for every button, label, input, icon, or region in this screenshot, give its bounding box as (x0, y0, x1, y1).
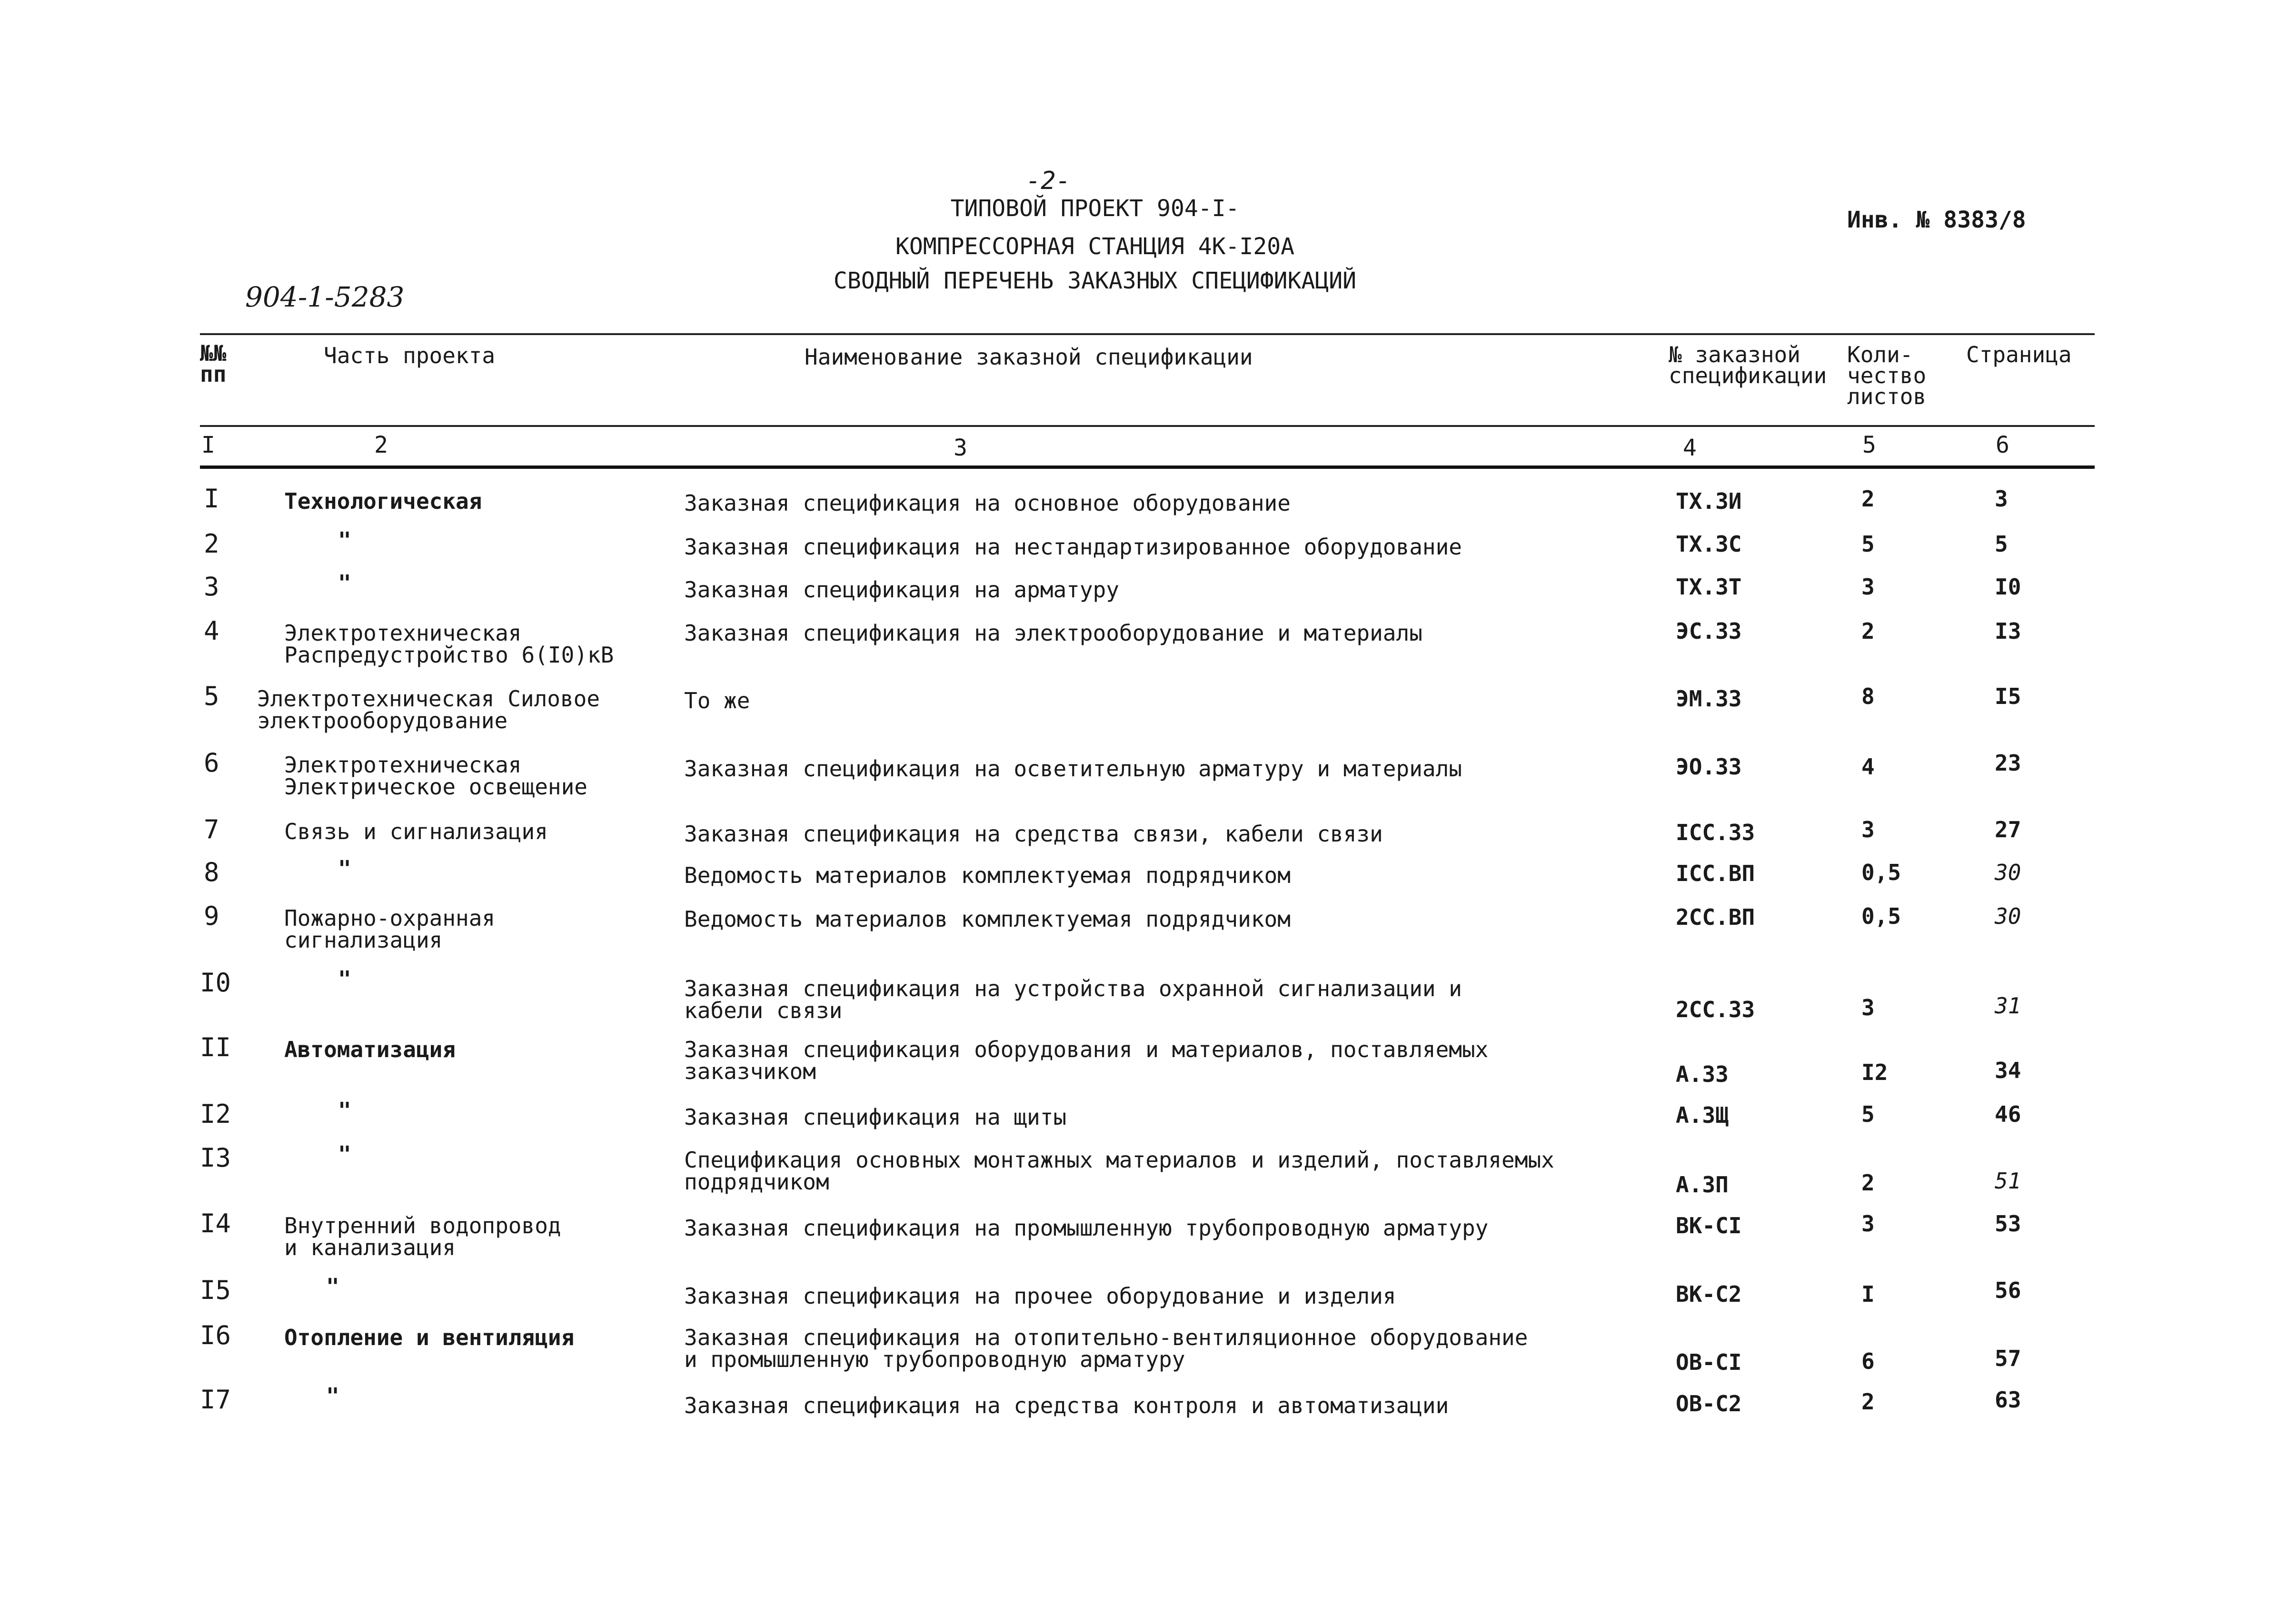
table-row (0, 1141, 2277, 1198)
table-row (0, 748, 2277, 800)
row-number: 3 (204, 572, 219, 602)
row-name: Заказная спецификация на осветительную арматуру и материалы (684, 756, 1462, 782)
inventory-number: Инв. № 8383/8 (1847, 207, 2026, 233)
row-part: Электротехническая Распредустройство 6(I0)кВ (284, 620, 614, 668)
table-row (0, 681, 2277, 733)
table-header-rule (200, 425, 2095, 427)
row-part: Электротехническая Электрическое освещение (284, 752, 587, 800)
header-num: №№ пп (200, 340, 227, 387)
row-name: Спецификация основных монтажных материалов и изделий, поставляемых подрядчиком (684, 1147, 1554, 1195)
row-name: Заказная спецификация на средства связи, кабели связи (684, 821, 1383, 847)
row-number: 2 (204, 529, 219, 559)
column-number: I (201, 432, 215, 458)
row-name: То же (684, 688, 750, 713)
row-page: 63 (1995, 1387, 2021, 1413)
row-sheets: I (1861, 1281, 1875, 1307)
table-top-rule (200, 333, 2095, 335)
row-sheets: 3 (1861, 995, 1875, 1020)
row-sheets: 3 (1861, 574, 1875, 600)
row-name: Заказная спецификация на нестандартизированное оборудование (684, 534, 1462, 560)
row-page: 30 (1995, 860, 2021, 885)
row-number: 6 (204, 748, 219, 778)
row-part: Связь и сигнализация (284, 819, 548, 844)
header-part: Часть проекта (324, 343, 496, 368)
row-part: " (338, 1141, 351, 1167)
table-column-number-rule (200, 465, 2095, 469)
project-title: ТИПОВОЙ ПРОЕКТ 904-I- (950, 195, 1240, 222)
row-sheets: 3 (1861, 817, 1875, 842)
row-code: IСС.ЗЗ (1676, 820, 1755, 845)
row-code: ОВ-СI (1676, 1349, 1742, 1375)
row-page: 27 (1995, 817, 2021, 842)
row-part: Автоматизация (284, 1037, 456, 1062)
row-sheets: 5 (1861, 531, 1875, 557)
row-part: " (338, 966, 351, 992)
row-name: Заказная спецификация на электрооборудование и материалы (684, 620, 1422, 646)
table-row (0, 527, 2277, 560)
row-number: I7 (200, 1385, 231, 1415)
row-name: Заказная спецификация на основное оборудование (684, 490, 1291, 516)
row-number: I2 (200, 1099, 231, 1129)
row-number: 8 (204, 857, 219, 887)
table-row (0, 901, 2277, 953)
row-sheets: 2 (1861, 618, 1875, 644)
column-number: 6 (1996, 432, 2009, 458)
row-page: I0 (1995, 574, 2021, 600)
header-sheets: Коли- чество листов (1847, 342, 1927, 409)
header-page: Страница (1966, 342, 2072, 367)
row-code: А.ЗЗ (1676, 1061, 1729, 1087)
row-sheets: I2 (1861, 1060, 1888, 1085)
row-number: I6 (200, 1320, 231, 1350)
row-code: ЭМ.ЗЗ (1676, 686, 1742, 712)
row-part: Пожарно-охранная сигнализация (284, 905, 496, 953)
row-number: I (204, 484, 219, 514)
row-name: Заказная спецификация на арматуру (684, 577, 1119, 603)
row-sheets: 2 (1861, 1389, 1875, 1415)
row-code: IСС.ВП (1676, 861, 1755, 886)
row-sheets: 8 (1861, 683, 1875, 709)
row-part: " (338, 527, 351, 553)
row-code: ОВ-С2 (1676, 1391, 1742, 1416)
row-page: 30 (1995, 903, 2021, 929)
row-name: Ведомость материалов комплектуемая подрядчиком (684, 862, 1291, 888)
row-part: " (338, 1098, 351, 1123)
row-name: Заказная спецификация на щиты (684, 1104, 1067, 1130)
row-part: " (338, 570, 351, 596)
row-name: Заказная спецификация оборудования и материалов, поставляемых заказчиком (684, 1037, 1489, 1084)
row-number: 4 (204, 616, 219, 646)
row-number: I5 (200, 1275, 231, 1305)
header-code: № заказной спецификации (1669, 342, 1827, 388)
row-part: Электротехническая Силовое электрооборудование (257, 686, 600, 733)
row-code: ЭО.ЗЗ (1676, 754, 1742, 780)
row-number: II (200, 1032, 231, 1062)
row-code: 2СС.ЗЗ (1676, 997, 1755, 1022)
table-row (0, 1274, 2277, 1309)
handwritten-project-code: 904-1-5283 (245, 281, 405, 313)
row-code: ВК-С2 (1676, 1281, 1742, 1307)
row-code: ВК-СI (1676, 1213, 1742, 1238)
row-page: 57 (1995, 1346, 2021, 1371)
row-page: 23 (1995, 750, 2021, 776)
row-number: 7 (204, 814, 219, 844)
row-page: 3 (1995, 486, 2008, 512)
row-part: " (326, 1383, 339, 1409)
row-sheets: 0,5 (1861, 860, 1901, 885)
column-number: 2 (374, 432, 388, 458)
row-name: Заказная спецификация на промышленную трубопроводную арматуру (684, 1215, 1489, 1241)
row-number: I0 (200, 968, 231, 998)
row-page: 46 (1995, 1101, 2021, 1127)
station-title: КОМПРЕССОРНАЯ СТАНЦИЯ 4К-I20А (895, 233, 1295, 260)
row-sheets: 4 (1861, 754, 1875, 780)
row-part: Внутренний водопровод и канализация (284, 1213, 561, 1260)
row-code: ТХ.ЗС (1676, 531, 1742, 557)
row-name: Заказная спецификация на отопительно-вентиляционное оборудование и промышленную трубопроводную арматуру (684, 1325, 1528, 1372)
row-code: А.ЗЩ (1676, 1102, 1729, 1128)
row-sheets: 0,5 (1861, 903, 1901, 929)
row-sheets: 3 (1861, 1211, 1875, 1237)
row-page: 34 (1995, 1058, 2021, 1083)
row-name: Заказная спецификация на устройства охранной сигнализации и кабели связи (684, 976, 1462, 1023)
row-part: " (326, 1274, 339, 1299)
row-sheets: 5 (1861, 1101, 1875, 1127)
row-code: ТХ.ЗТ (1676, 574, 1742, 600)
row-number: 5 (204, 681, 219, 711)
column-number: 4 (1683, 435, 1697, 461)
column-number: 5 (1862, 432, 1876, 458)
row-number: I3 (200, 1143, 231, 1173)
column-number: 3 (954, 435, 967, 461)
row-page: 31 (1995, 993, 2021, 1019)
row-code: ЭС.ЗЗ (1676, 618, 1742, 644)
row-part: Отопление и вентиляция (284, 1325, 575, 1350)
document-title: СВОДНЫЙ ПЕРЕЧЕНЬ ЗАКАЗНЫХ СПЕЦИФИКАЦИЙ (833, 267, 1357, 294)
row-sheets: 2 (1861, 486, 1875, 512)
header-name: Наименование заказной спецификации (805, 344, 1253, 370)
row-part: " (338, 856, 351, 881)
row-page: 5 (1995, 531, 2008, 557)
row-page: I5 (1995, 683, 2021, 709)
row-code: ТХ.ЗИ (1676, 488, 1742, 514)
row-part: Технологическая (284, 488, 482, 514)
table-row (0, 1098, 2277, 1130)
row-page: 53 (1995, 1211, 2021, 1237)
row-code: А.ЗП (1676, 1172, 1729, 1198)
row-code: 2СС.ВП (1676, 904, 1755, 930)
table-row (0, 616, 2277, 668)
row-sheets: 6 (1861, 1348, 1875, 1374)
row-name: Ведомость материалов комплектуемая подрядчиком (684, 906, 1291, 932)
row-name: Заказная спецификация на средства контроля и автоматизации (684, 1393, 1449, 1418)
row-sheets: 2 (1861, 1170, 1875, 1196)
row-number: I4 (200, 1208, 231, 1238)
page-number: -2- (1026, 167, 1071, 195)
row-page: 56 (1995, 1277, 2021, 1303)
row-number: 9 (204, 901, 219, 931)
row-name: Заказная спецификация на прочее оборудование и изделия (684, 1283, 1396, 1309)
row-page: I3 (1995, 618, 2021, 644)
row-page: 51 (1995, 1168, 2021, 1194)
